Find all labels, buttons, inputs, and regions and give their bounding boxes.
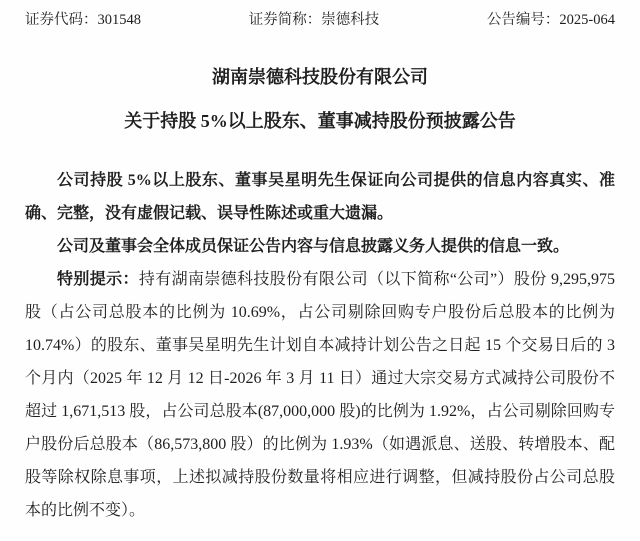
document-header — [25, 10, 615, 30]
special-note-paragraph — [25, 263, 615, 527]
stock-code-label: 证券代码： — [25, 12, 98, 28]
company-title: 湖南崇德科技股份有限公司 — [212, 67, 428, 87]
announcement-number-label: 公告编号： — [486, 12, 560, 28]
document-body — [25, 164, 615, 527]
announcement-number — [487, 10, 615, 30]
shareholder-guarantee-statement: 公司持股 5%以上股东、董事吴星明先生保证向公司提供的信息内容真实、准确、完整，没有虚假记载、误导性陈述或重大遗漏。 — [25, 172, 615, 222]
stock-name-value: 崇德科技 — [321, 12, 380, 28]
stock-code — [25, 10, 141, 30]
stock-code-value: 301548 — [97, 12, 141, 28]
board-guarantee-statement: 公司及董事会全体成员保证公告内容与信息披露义务人提供的信息一致。 — [57, 238, 570, 255]
guarantee-statements — [25, 164, 615, 263]
special-note-label: 特别提示： — [57, 271, 139, 288]
stock-name — [249, 10, 380, 30]
announcement-subject: 关于持股 5%以上股东、董事减持股份预披露公告 — [124, 111, 516, 131]
announcement-number-value: 2025-064 — [559, 12, 615, 28]
special-note-text: 持有湖南崇德科技股份有限公司（以下简称“公司”）股份 9,295,975 股（占公司总股本的比例为 10.69%，占公司剔除回购专户股份后总股本的比例为 10.74%）的股东、董事吴星明先生计划自本减持计划公告之日起 15 个交易日后的 3 个月内（2025 年 12 月 12 日-2026 年 3 月 11 日）通过大宗交易方式减持公司股份不超过 1,671,513 股，占公司总股本(87,000,000 股)的比例为 1.92%，占公司剔除回购专户股份后总股本（86,573,800 股）的比例为 1.93%（如遇派息、送股、转增股本、配股等除权除息事项，上述拟减持股份数量将相应进行调整，但减持股份占公司总股本的比例不变）。 — [25, 271, 615, 519]
stock-name-label: 证券简称： — [248, 12, 322, 28]
